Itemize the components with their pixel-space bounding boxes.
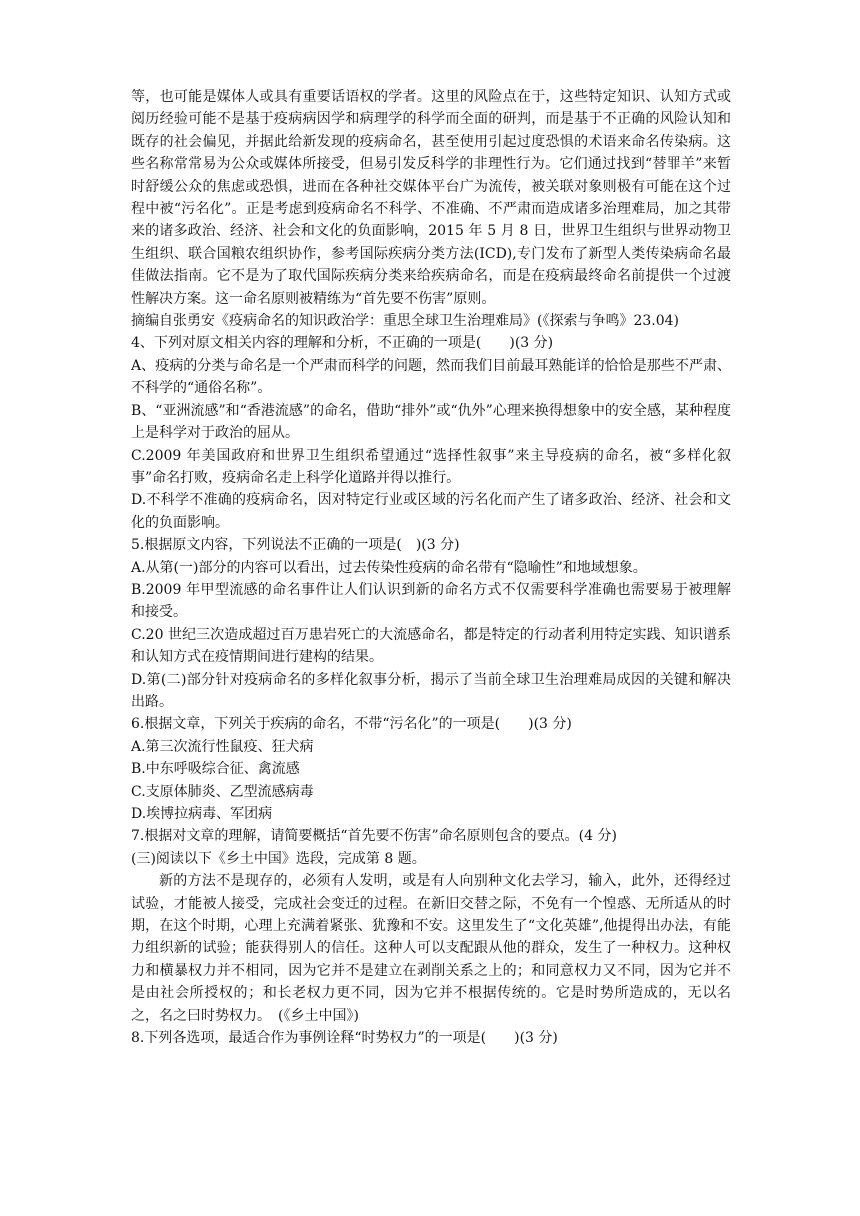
question-4-option-a: A、疫病的分类与命名是一个严肃而科学的问题，然而我们目前最耳熟能详的恰恰是那些不严肃、不科学的“通俗名称”。 — [131, 357, 731, 397]
question-5-option-b: B.2009 年甲型流感的命名事件让人们认识到新的命名方式不仅需要科学准确也需要易于被理解和接受。 — [131, 581, 731, 621]
question-5-stem: 5.根据原文内容，下列说法不正确的一项是( )(3 分) — [131, 537, 460, 554]
question-4-stem: 4、下列对原文相关内容的理解和分析，不正确的一项是( )(3 分) — [131, 335, 554, 352]
question-8-stem: 8.下列各选项，最适合作为事例诠释“时势权力”的一项是( )(3 分) — [131, 1030, 558, 1047]
exam-page — [131, 86, 731, 1049]
question-6-option-a: A.第三次流行性鼠疫、狂犬病 — [131, 738, 314, 755]
question-5-option-d: D.第(二)部分针对疫病命名的多样化叙事分析，揭示了当前全球卫生治理难局成因的关键和解决出路。 — [131, 671, 731, 710]
xiangtu-excerpt: 新的方法不是现存的，必须有人发明，或是有人向别种文化去学习，输入，此外，还得经过试验，才能被人接受，完成社会变迁的过程。在新旧交替之际，不免有一个惶惑、无所适从的时期，在这个时期，心理上充满着紧张、犹豫和不安。这里发生了“文化英雄”,他提得出办法，有能力组织新的试验；能获得别人的信任。这种人可以支配跟从他的群众，发生了一种权力。这种权力和横暴权力并不相同，因为它并不是建立在剥削关系之上的；和同意权力又不同，因为它并不是由社会所授权的；和长老权力更不同，因为它并不根据传统的。它是时势所造成的，无以名之，名之曰时势权力。 (《乡土中国》) — [131, 873, 731, 1024]
passage-continuation: 等，也可能是媒体人或具有重要话语权的学者。这里的风险点在于，这些特定知识、认知方式或阅历经验可能不是基于疫病病因学和病理学的科学而全面的研判，而是基于不正确的风险认知和既存的社会偏见，并据此给新发现的疫病命名，甚至使用引起过度恐惧的术语来命名传染病。这些名称常常易为公众或媒体所接受，但易引发反科学的非理性行为。它们通过找到“替罪羊”来暂时舒缓公众的焦虑或恐惧，进而在各种社交媒体平台广为流传，被关联对象则极有可能在这个过程中被“污名化”。正是考虑到疫病命名不科学、不准确、不严肃而造成诸多治理难局，加之其带来的诸多政治、经济、社会和文化的负面影响，2015 年 5 月 8 日，世界卫生组织与世界动物卫生组织、联合国粮农组织协作，参考国际疾病分类方法(ICD),专门发布了新型人类传染病命名最佳做法指南。它不是为了取代国际疾病分类来给疾病命名，而是在疫病最终命名前提供一个过渡性解决方案。这一命名原则被精练为“首先要不伤害”原则。 — [131, 89, 731, 307]
question-6-option-d: D.埃博拉病毒、军团病 — [131, 806, 273, 822]
question-5-option-a: A.从第(一)部分的内容可以看出，过去传染性疫病的命名带有“隐喻性”和地域想象。 — [131, 559, 647, 576]
question-4-option-d: D.不科学不准确的疫病命名，因对特定行业或区域的污名化而产生了诸多政治、经济、社会和文化的负面影响。 — [131, 492, 731, 531]
question-4-option-b: B、“亚洲流感”和“香港流感”的命名，借助“排外”或“仇外”心理来换得想象中的安全感，某种程度上是科学对于政治的屈从。 — [131, 402, 731, 442]
source-note: 摘编自张勇安《疫病命名的知识政治学：重思全球卫生治理难局》(《探索与争鸣》23.04) — [131, 313, 680, 330]
question-4-option-c: C.2009 年美国政府和世界卫生组织希望通过“选择性叙事”来主导疫病的命名，被“多样化叙事”命名打败，疫病命名走上科学化道路并得以推行。 — [131, 447, 731, 486]
question-5-option-c: C.20 世纪三次造成超过百万患岩死亡的大流感命名，都是特定的行动者利用特定实践、知识谱系和认知方式在疫情期间进行建构的结果。 — [131, 626, 731, 666]
question-6-stem: 6.根据文章，下列关于疾病的命名，不带“污名化”的一项是( )(3 分) — [131, 716, 572, 733]
question-6-option-b: B.中东呼吸综合征、禽流感 — [131, 761, 300, 778]
question-7-stem: 7.根据对文章的理解，请简要概括“首先要不伤害”命名原则包含的要点。(4 分) — [131, 828, 617, 845]
question-6-option-c: C.支原体肺炎、乙型流感病毒 — [131, 783, 314, 800]
section-3-intro: (三)阅读以下《乡土中国》选段，完成第 8 题。 — [131, 850, 426, 867]
